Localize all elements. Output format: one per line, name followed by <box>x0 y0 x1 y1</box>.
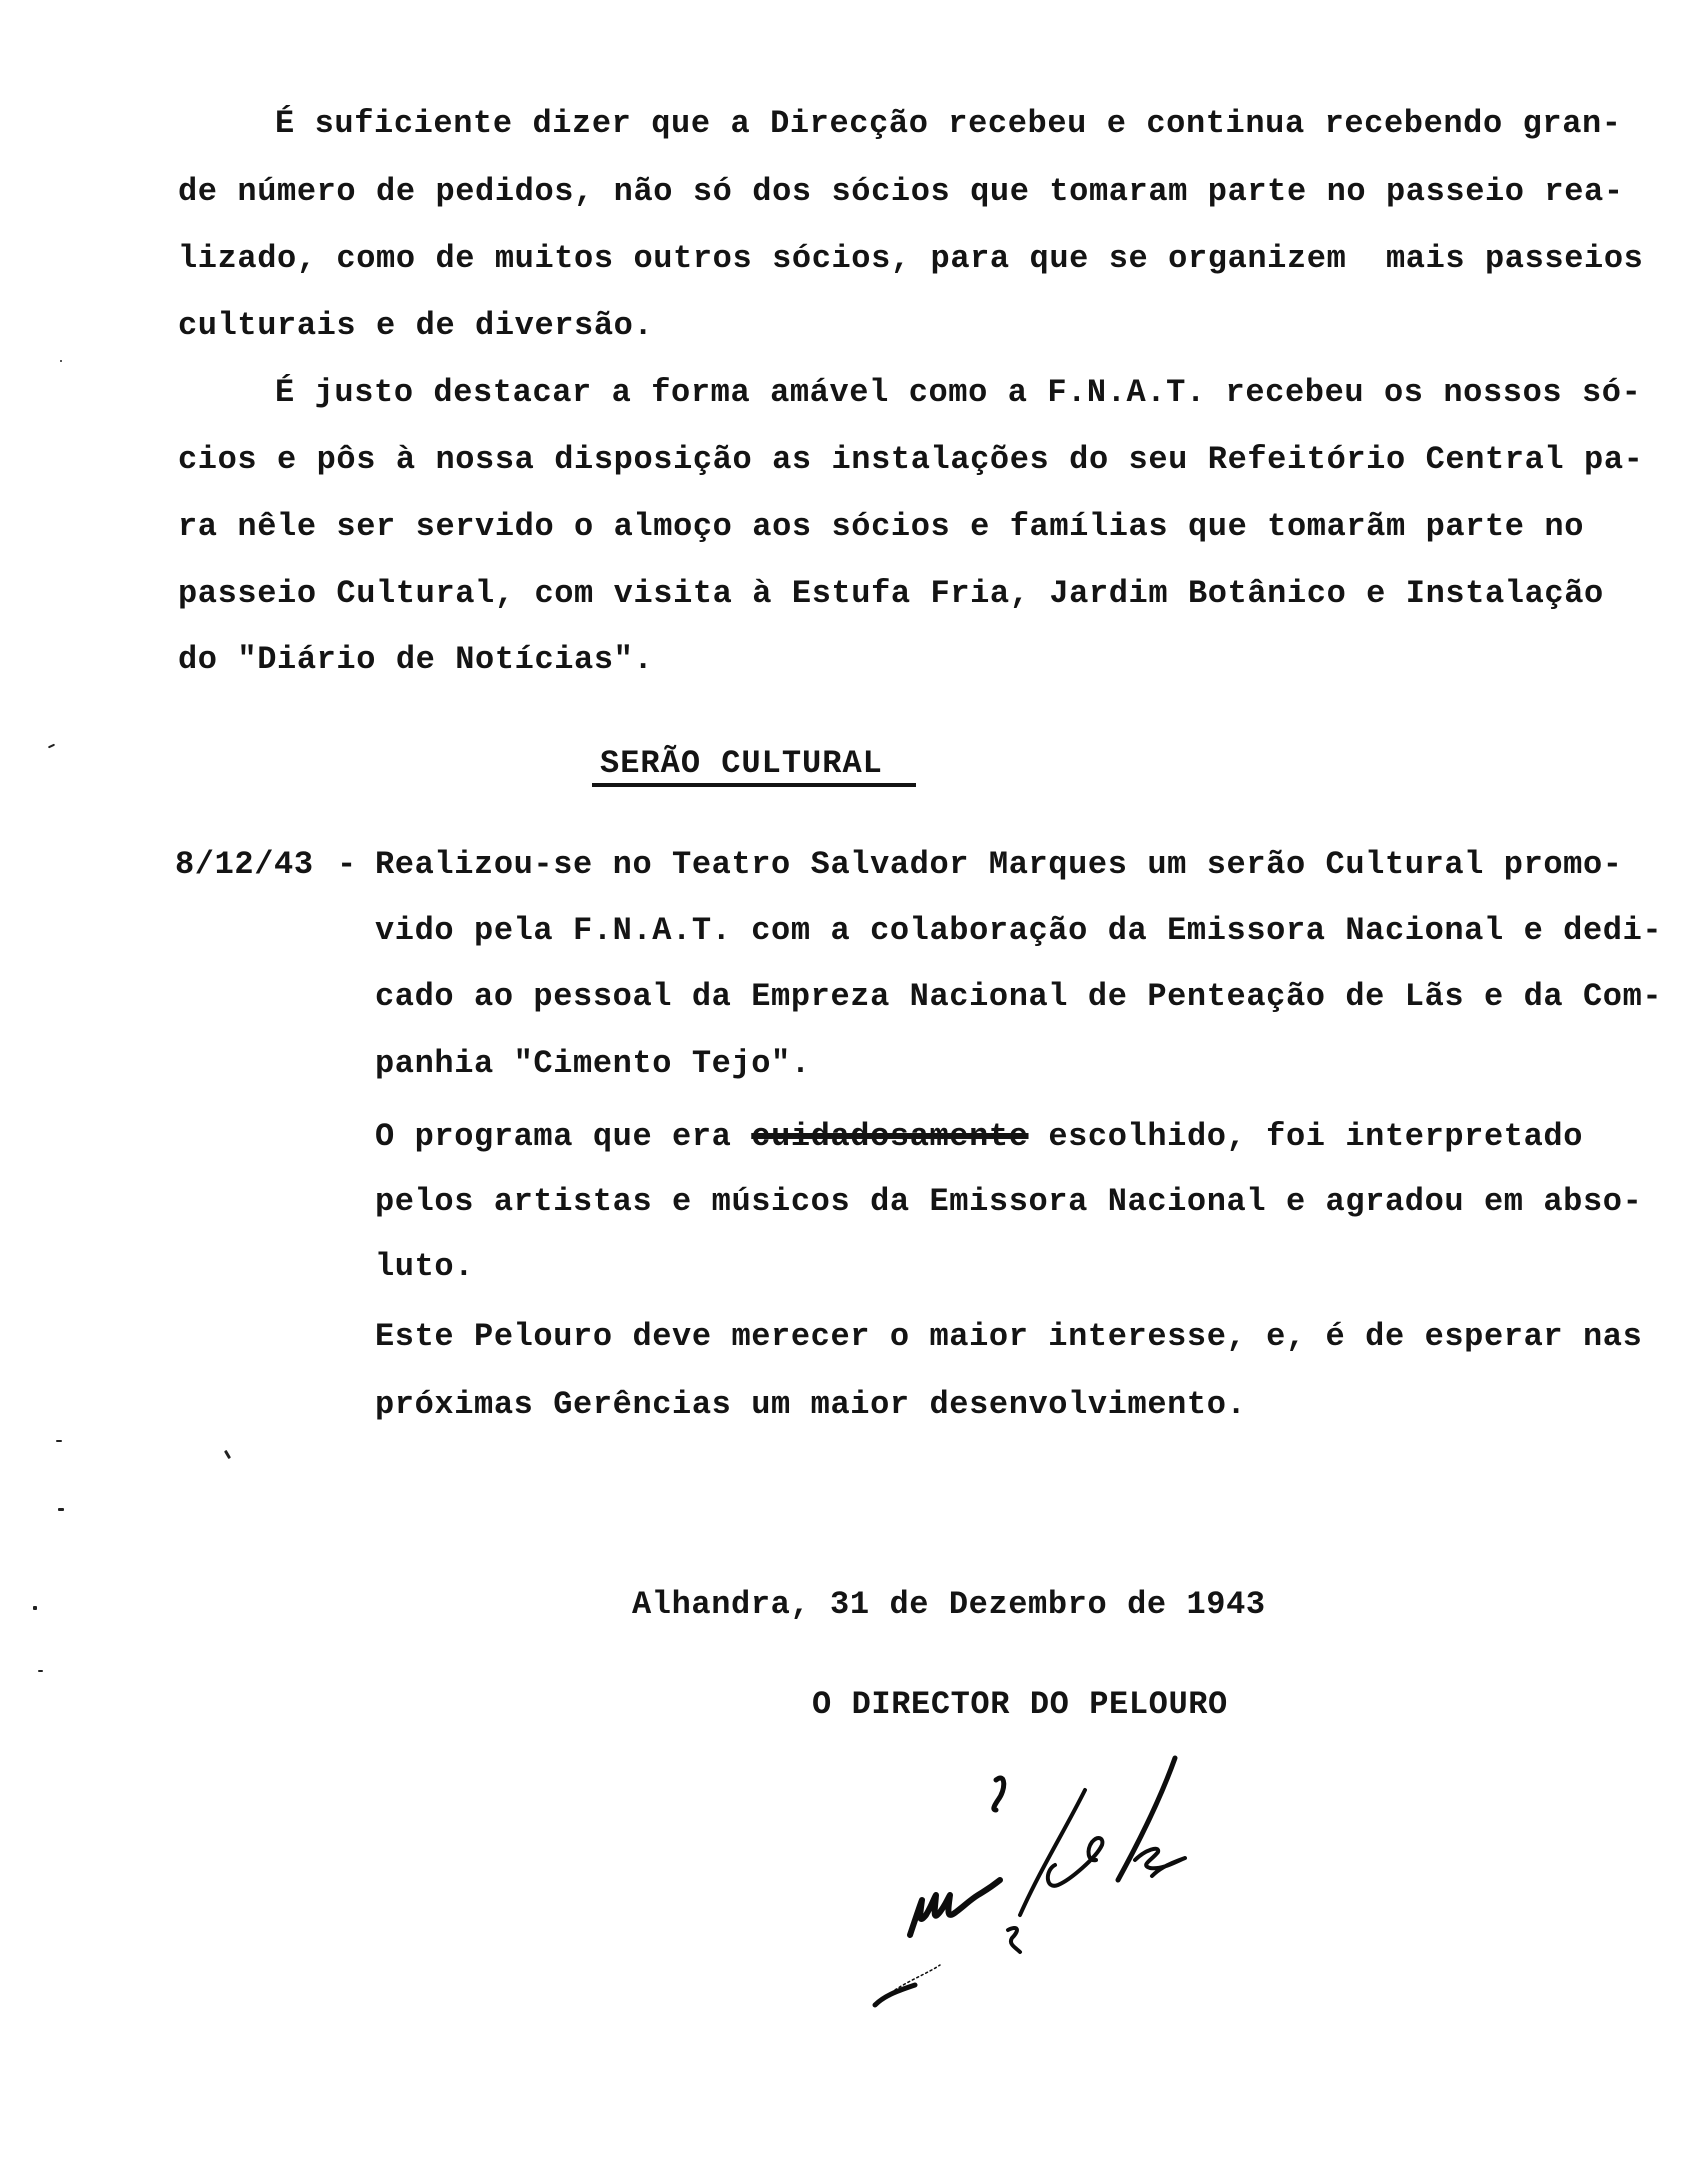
text-line: panhia "Cimento Tejo". <box>375 1045 811 1082</box>
text-line-programa <box>375 1117 1583 1157</box>
text-line: cado ao pessoal da Empreza Nacional de Penteação de Lãs e da Com- <box>375 978 1663 1015</box>
scan-speck <box>58 1508 64 1511</box>
text-line: Este Pelouro deve merecer o maior interesse, e, é de esperar nas <box>375 1318 1643 1355</box>
entry-date: 8/12/43 <box>175 846 314 883</box>
heading-underline <box>592 783 916 787</box>
text-line: próximas Gerências um maior desenvolvimento. <box>375 1386 1247 1423</box>
scan-speck <box>38 1670 43 1672</box>
scan-speck <box>224 1450 231 1459</box>
text-line: pelos artistas e músicos da Emissora Nacional e agradou em abso- <box>375 1183 1643 1220</box>
signature-icon <box>840 1740 1240 2040</box>
text-line: É suficiente dizer que a Direcção recebeu e continua recebendo gran- <box>275 105 1622 142</box>
place-date: Alhandra, 31 de Dezembro de 1943 <box>632 1586 1266 1623</box>
text-line: passeio Cultural, com visita à Estufa Fria, Jardim Botânico e Instalação <box>178 575 1604 612</box>
text-segment: O programa que era <box>375 1118 752 1155</box>
text-line: vido pela F.N.A.T. com a colaboração da Emissora Nacional e dedi- <box>375 912 1663 949</box>
text-line: cios e pôs à nossa disposição as instalações do seu Refeitório Central pa- <box>178 441 1644 478</box>
text-line: ra nêle ser servido o almoço aos sócios e famílias que tomarãm parte no <box>178 508 1585 545</box>
scan-speck <box>48 744 55 749</box>
scan-speck <box>33 1606 37 1610</box>
struck-word: cuidadosamente <box>751 1118 1029 1155</box>
text-line: Realizou-se no Teatro Salvador Marques um serão Cultural promo- <box>375 846 1623 883</box>
text-line: culturais e de diversão. <box>178 307 654 344</box>
scan-speck <box>60 360 62 362</box>
scan-speck <box>56 1440 62 1442</box>
text-segment: escolhido, foi interpretado <box>1028 1118 1584 1155</box>
text-line: É justo destacar a forma amável como a F.N.A.T. recebeu os nossos só- <box>275 374 1642 411</box>
entry-dash: - <box>337 846 357 883</box>
text-line: lizado, como de muitos outros sócios, para que se organizem mais passeios <box>178 240 1644 277</box>
signatory-title: O DIRECTOR DO PELOURO <box>812 1686 1228 1723</box>
text-line: luto. <box>375 1248 475 1285</box>
text-line: do "Diário de Notícias". <box>178 641 654 678</box>
section-heading: SERÃO CULTURAL <box>600 745 883 782</box>
text-line: de número de pedidos, não só dos sócios que tomaram parte no passeio rea- <box>178 173 1624 210</box>
